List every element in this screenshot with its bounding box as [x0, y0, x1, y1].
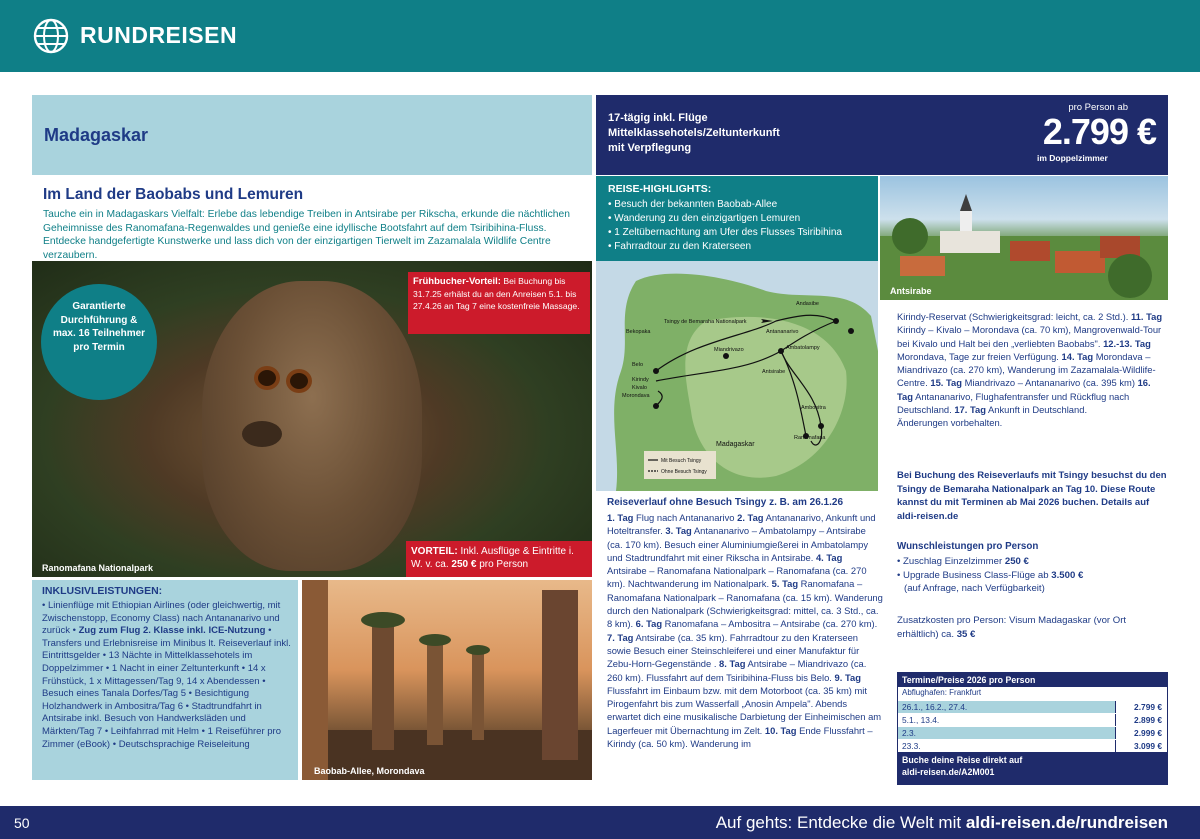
advantage-box	[406, 541, 592, 577]
offer-line: 17-tägig inkl. Flüge	[608, 112, 708, 124]
lemur-figure	[202, 281, 422, 571]
globe-icon	[32, 17, 70, 55]
early-bird-text: Bei Buchung bis 31.7.25 erhälst du an den Anreisen 5.1. bis 27.4.26 an Tag 7 eine kostenfreie Massage.	[413, 276, 580, 311]
booking-url[interactable]: aldi-reisen.de/A2M001	[902, 766, 995, 777]
itinerary-text	[607, 511, 883, 750]
row-price: 2.799 €	[1115, 701, 1167, 713]
wish-item: (auf Anfrage, nach Verfügbarkeit)	[904, 583, 1045, 594]
day-label: 4. Tag	[815, 551, 843, 563]
badge-line: Garantierte	[72, 301, 126, 312]
highlight-item: • Fahrradtour zu den Kraterseen	[608, 241, 752, 252]
photo-caption: Ranomafana Nationalpark	[42, 563, 154, 573]
day-label: 10. Tag	[764, 724, 797, 736]
day-label: 8. Tag	[719, 658, 746, 670]
highlight-item: • Wanderung zu den einzigartigen Lemuren	[608, 213, 801, 224]
footer-tagline	[716, 813, 1168, 833]
highlights-box	[596, 176, 878, 261]
wish-price: 250 €	[1004, 556, 1029, 567]
table-row	[898, 726, 1167, 739]
highlights-title: REISE-HIGHLIGHTS:	[608, 183, 712, 195]
baobab-photo	[302, 580, 592, 780]
map-label: Bekopaka	[626, 329, 651, 335]
early-bird-label: Frühbucher-Vorteil:	[413, 276, 501, 287]
row-dates: 26.1., 16.2., 27.4.	[898, 701, 1115, 713]
footer-text: Auf gehts: Entdecke die Welt mit	[715, 813, 966, 832]
guarantee-badge	[41, 284, 157, 400]
map-label: Belo	[632, 362, 644, 368]
inclusive-text-bold: Zug zum Flug 2. Klasse inkl. ICE-Nutzung	[78, 625, 266, 637]
highlight-item: • 1 Zeltübernachtung am Ufer des Flusses Tsiribihina	[608, 227, 842, 238]
day-label: 17. Tag	[954, 404, 986, 416]
table-row	[898, 713, 1167, 726]
day-text: Antsirabe – Ranomafana Nationalpark – Ranomafana (ca. 270 km). Nachtwanderung im Nationalpark.	[607, 565, 867, 590]
day-text: Ankunft in Deutschland.	[985, 404, 1088, 416]
itinerary-title: Reiseverlauf ohne Besuch Tsingy z. B. am 26.1.26	[607, 497, 844, 508]
route-map-svg	[596, 261, 878, 491]
section-title: RUNDREISEN	[80, 22, 238, 48]
booking-line: Buche deine Reise direkt auf	[902, 755, 1023, 765]
map-label: Morondava	[622, 393, 650, 399]
map-legend: Mit Besuch Tsingy	[661, 458, 702, 464]
destination-band	[32, 95, 592, 175]
badge-line: pro Termin	[73, 341, 125, 353]
offer-line: mit Verpflegung	[608, 142, 692, 154]
destination-title: Madagaskar	[44, 125, 149, 145]
photo-caption: Antsirabe	[890, 286, 932, 296]
inclusive-text-part: • Linienflüge mit Ethiopian Airlines (oder gleichwertig, mit Zwischenstopp, Economy Class) nach Antananarivo und zurück •	[42, 600, 281, 637]
advantage-suffix: pro Person	[479, 559, 529, 570]
price-table	[897, 672, 1168, 785]
table-row	[898, 739, 1167, 752]
inclusive-box	[32, 580, 298, 780]
badge-line: Durchführung &	[60, 314, 138, 326]
page-number: 50	[14, 815, 30, 831]
day-text: Flussfahrt im Einbaum bzw. mit dem Motorboot (ca. 35 km) mit Pirogenfahrt bis zum Wasserfall „Anosin Ampela". Abends erwartet dich eine musikalische Darbietung der Einheimischen am Lagerfeuer mit Übernachtung im Zelt.	[607, 684, 882, 736]
intro-text: Tauche ein in Madagaskars Vielfalt: Erlebe das lebendige Treiben in Antsirabe per Rikscha, erkunde die nächtlichen Geheimnisse des Ranomafana-Regenwaldes und genieße eine idyllische Bootsfahrt auf dem Tsiribihina-Fluss. Entdecke handgefertigte Kunstwerke und lass dich von der einzigartigen Tierwelt im Zazamalala Wildlife Centre verzaubern.	[43, 209, 570, 261]
map-label: Ambatolampy	[786, 345, 820, 351]
day-label: 6. Tag	[635, 618, 663, 630]
day-text: Miandrivazo – Antananarivo (ca. 395 km)	[961, 377, 1138, 389]
price: 2.799 €	[1042, 111, 1156, 152]
footer-bar	[0, 806, 1200, 839]
row-price: 2.899 €	[1115, 714, 1167, 726]
day-text: Antsirabe (ca. 35 km). Fahrradtour zu den Kraterseen sowie Besuch einer Steinschleiferei und einer Manufaktur für Zebu-Horn-Gegenstände .	[607, 631, 860, 670]
extra-costs-text: Zusatzkosten pro Person: Visum Madagaskar (vor Ort erhältlich) ca.	[897, 615, 1127, 640]
day-label: 16. Tag	[897, 377, 1151, 402]
day-text: Antananarivo, Flughafentransfer und Rückflug nach Deutschland.	[897, 390, 1130, 416]
extra-costs-price: 35 €	[956, 628, 976, 640]
day-label: 2. Tag	[737, 512, 764, 523]
intro-headline: Im Land der Baobabs und Lemuren	[43, 186, 304, 203]
table-row	[898, 700, 1167, 713]
day-text: Antananarivo, Ankunft und Hoteltransfer.	[607, 512, 876, 537]
offer-band	[596, 95, 1168, 175]
day-text: Morondava, Tage zur freien Verfügung.	[897, 350, 1062, 362]
offer-summary	[608, 111, 780, 156]
wish-text: • Upgrade Business Class-Flüge ab	[897, 569, 1052, 581]
village-scene	[880, 176, 1168, 300]
day-text: Antananarivo – Ambatolampy – Antsirabe (ca. 170 km). Besuch einer Aluminiumgießerei in Ambatolampy und Stadtrundfahrt mit einer Rikscha in Antsirabe.	[607, 525, 869, 563]
map-label: Ambositra	[801, 405, 826, 411]
map-label: Ranomafana	[794, 435, 826, 441]
row-dates: 23.3.	[902, 741, 921, 751]
day-label: 1. Tag	[607, 512, 634, 523]
row-dates: 2.3.	[898, 727, 1115, 739]
day-label: 5. Tag	[771, 578, 799, 590]
photo-caption: Baobab-Allee, Morondava	[314, 766, 425, 776]
lemur-nose	[242, 421, 282, 447]
advantage-amount: 250 €	[451, 559, 477, 570]
inclusive-text-part: • Transfers und Erlebnisreise im Minibus lt. Reiseverlauf inkl. Eintrittsgelder • 13 Nächte in Mittelklassehotels im Doppelzimmer • 1 Nacht in einer Zeltunterkunft • 14 x Frühstück, 1 x Mittagessen/Tag 9, 14 x Abendessen • Besuch eines Tanala Dorfes/Tag 5 • Besichtigung Holzhandwerk in Ambositra/Tag 6 • Stadtrundfahrt in Antsirabe inkl. Besuch von Handwerksläden und Märkten/Tag 7 • Leihfahrrad mit Helm • 1 Reiseführer pro Zimmer (eBook) • Deutschsprachige Reiseleitung	[42, 625, 291, 750]
day-label: 9. Tag	[834, 671, 861, 683]
day-label: 3. Tag	[665, 525, 692, 537]
wishes-title: Wunschleistungen pro Person	[897, 541, 1039, 552]
highlights-list	[608, 198, 842, 254]
advantage-label: VORTEIL:	[411, 546, 458, 557]
map-legend: Ohne Besuch Tsingy	[661, 469, 707, 475]
wish-item	[897, 555, 1169, 569]
map-label: Kivalo	[632, 385, 647, 391]
departure-airport: Abflughafen: Frankfurt	[902, 688, 982, 697]
offer-line: Mittelklassehotels/Zeltunterkunft	[608, 127, 780, 139]
day-text: Antsirabe – Miandrivazo (ca. 260 km). Flussfahrt auf dem Tsiribihina-Fluss bis Belo.	[607, 658, 867, 683]
badge-line: max. 16 Teilnehmer	[52, 328, 146, 339]
map-label: Andasibe	[796, 301, 819, 307]
wish-text: • Zuschlag Einzelzimmer	[897, 556, 1005, 567]
map-label: Tsingy de Bemaraha Nationalpark	[664, 319, 747, 325]
row-price: 2.999 €	[1115, 727, 1167, 739]
booking-link[interactable]	[898, 752, 1167, 784]
wish-price: 3.500 €	[1051, 569, 1084, 581]
day-label: 14. Tag	[1061, 350, 1094, 362]
row-dates: 5.1., 13.4.	[902, 715, 940, 725]
footer-link[interactable]: aldi-reisen.de/rundreisen	[965, 813, 1168, 832]
map-label: Madagaskar	[716, 441, 755, 448]
price-from-label: pro Person ab	[1068, 102, 1128, 113]
map-label: Miandrivazo	[714, 347, 744, 353]
day-label: 12.-13. Tag	[1103, 337, 1151, 349]
village-photo	[880, 176, 1168, 300]
map-label: Kirindy	[632, 377, 649, 383]
wish-item	[897, 569, 1169, 583]
inclusive-title: INKLUSIVLEISTUNGEN:	[42, 585, 163, 597]
day-text: Ranomafana – Ambositra – Antsirabe (ca. 270 km).	[662, 618, 878, 630]
day-label: 11. Tag	[1130, 311, 1163, 322]
map-label: Antananarivo	[766, 329, 799, 335]
highlight-item: • Besuch der bekannten Baobab-Allee	[608, 199, 778, 210]
day-text: Morondava – Miandrivazo (ca. 270 km), Wanderung im Zazamalala-Wildlife-Centre.	[897, 350, 1156, 389]
extra-costs	[897, 614, 1169, 641]
lemur-eye	[286, 369, 312, 393]
lemur-eye	[254, 366, 280, 390]
inclusive-text	[42, 600, 294, 751]
wishes-list	[897, 555, 1169, 596]
tsingy-note: Bei Buchung des Reiseverlaufs mit Tsingy besuchst du den Tsingy de Bemaraha Nationalpark an Tag 10. Diese Route kannst du mit Terminen ab Mai 2026 buchen. Details auf aldi-reisen.de	[897, 470, 1167, 522]
day-text: Ende Flussfahrt – Kirindy (ca. 50 km). Wanderung im	[607, 724, 873, 750]
row-price: 3.099 €	[1115, 740, 1167, 752]
changes-note: Änderungen vorbehalten.	[897, 417, 1003, 429]
map-label: Antsirabe	[762, 369, 786, 375]
day-label: 7. Tag	[607, 631, 634, 643]
price-room-note: im Doppelzimmer	[1037, 153, 1108, 163]
day-text: Flug nach Antananarivo	[633, 512, 738, 523]
day-text: Kirindy – Kivalo – Morondava (ca. 70 km), Mangrovenwald-Tour bei Kivalo und Halt bei den „verliebten Baobabs".	[897, 324, 1162, 349]
itinerary-text-continued	[897, 310, 1169, 430]
day-label: 15. Tag	[930, 377, 962, 389]
header-bar	[0, 0, 1200, 72]
early-bird-box	[408, 272, 590, 334]
baobab-scene	[302, 580, 592, 780]
route-map	[596, 261, 878, 491]
day-text: Kirindy-Reservat (Schwierigkeitsgrad: leicht, ca. 2 Std.).	[897, 311, 1131, 322]
day-text: Ranomafana – Ranomafana Nationalpark – Ranomafana (ca. 15 km). Wanderung durch den Nationalpark (Schwierigkeitsgrad: mittel, ca. 3 Std., ca. 8 km).	[607, 578, 883, 630]
price-table-title: Termine/Preise 2026 pro Person	[898, 673, 1167, 687]
advantage-text: Inkl. Ausflüge & Eintritte i. W. v. ca.	[411, 546, 574, 570]
